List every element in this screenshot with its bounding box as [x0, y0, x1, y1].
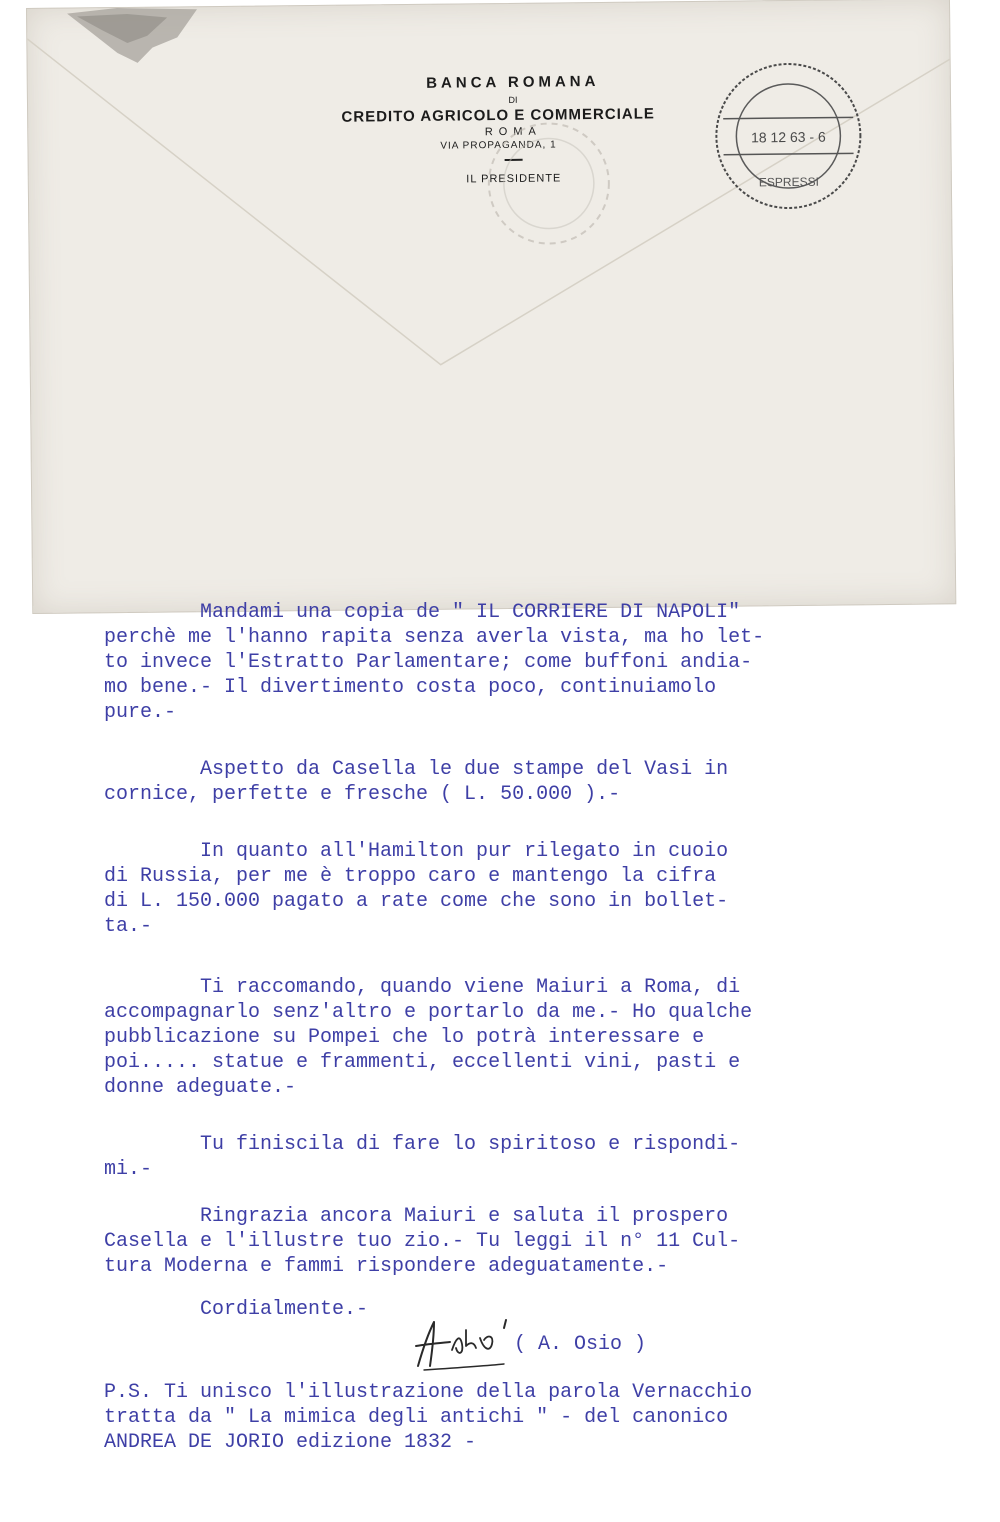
letter-line: cornice, perfette e fresche ( L. 50.000 ).- [104, 783, 621, 806]
bank-di: DI [508, 94, 518, 105]
letter-line: Casella e l'illustre tuo zio.- Tu leggi il n° 11 Cul- [104, 1230, 741, 1253]
postmark-date: 18 12 63 - 6 [750, 128, 826, 146]
letter-line: ta.- [104, 915, 153, 938]
paragraph-2 [104, 757, 904, 807]
postmark-bottom: ESPRESSI [758, 174, 819, 190]
letter-line: accompagnarlo senz'altro e portarlo da me.- Ho qualche [104, 1001, 753, 1024]
letter-line: poi..... statue e frammenti, eccellenti vini, pasti e [104, 1051, 741, 1074]
letter-line: di L. 150.000 pagato a rate come che sono in bollet- [104, 890, 729, 913]
letter-line: Aspetto da Casella le due stampe del Vasi in [104, 758, 729, 781]
paragraph-5 [104, 1132, 904, 1182]
postscript [104, 1380, 904, 1455]
letter-line: Mandami una copia de " IL CORRIERE DI NAPOLI" [104, 601, 741, 624]
bank-address: VIA PROPAGANDA, 1 [440, 139, 557, 152]
letter-line: perchè me l'hanno rapita senza averla vista, ma ho let- [104, 626, 765, 649]
letter-line: ANDREA DE JORIO edizione 1832 - [104, 1431, 477, 1454]
letter-line: donne adeguate.- [104, 1076, 297, 1099]
letter-line: Ringrazia ancora Maiuri e saluta il prospero [104, 1205, 729, 1228]
letter-line: P.S. Ti unisco l'illustrazione della parola Vernacchio [104, 1381, 753, 1404]
closing: Cordialmente.- [104, 1298, 369, 1321]
bank-name: BANCA ROMANA [426, 72, 600, 92]
paragraph-3 [104, 839, 904, 939]
paragraph-1 [104, 600, 904, 725]
letter-line: pure.- [104, 701, 177, 724]
letter-line: tura Moderna e fammi rispondere adeguatamente.- [104, 1255, 669, 1278]
letter-line: mi.- [104, 1158, 153, 1181]
paragraph-4 [104, 975, 904, 1100]
letter-line: Ti raccomando, quando viene Maiuri a Roma, di [104, 976, 741, 999]
envelope-tear [57, 7, 208, 79]
bank-subtitle: CREDITO AGRICOLO E COMMERCIALE [341, 105, 655, 126]
letter-body [104, 600, 904, 1455]
postmark [708, 55, 870, 217]
signature-block [104, 1322, 904, 1370]
letter-line: mo bene.- Il divertimento costa poco, continuiamolo [104, 676, 717, 699]
envelope [26, 0, 956, 614]
letter-line: pubblicazione su Pompei che lo potrà interessare e [104, 1026, 705, 1049]
letter-line: to invece l'Estratto Parlamentare; come buffoni andia- [104, 651, 753, 674]
letter-line: Tu finiscila di fare lo spiritoso e rispondi- [104, 1133, 741, 1156]
letter-line: In quanto all'Hamilton pur rilegato in cuoio [104, 840, 729, 863]
handwritten-signature [404, 1316, 514, 1372]
signature-name: ( A. Osio ) [514, 1333, 647, 1356]
letter-line: tratta da " La mimica degli antichi " - del canonico [104, 1406, 729, 1429]
faint-stamp [468, 103, 630, 265]
letter-line: di Russia, per me è troppo caro e mantengo la cifra [104, 865, 717, 888]
bank-role: IL PRESIDENTE [466, 172, 562, 186]
bank-city: ROMA [484, 125, 542, 139]
paragraph-6 [104, 1204, 904, 1279]
